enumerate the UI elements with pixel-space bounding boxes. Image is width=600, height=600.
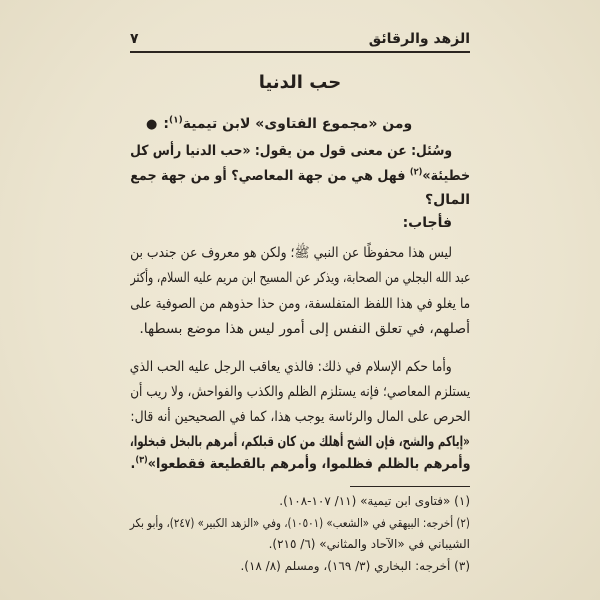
question-line	[130, 164, 470, 188]
answer-label-text: فأجاب:	[402, 215, 452, 231]
footnote	[130, 556, 470, 576]
question-text-after: فهل هي من جهة المعاصي؟ أو من جهة جمع	[130, 168, 410, 184]
footnote	[130, 534, 470, 554]
paragraph-line-text: ليس هذا محفوظًا عن النبي ﷺ؛ ولكن هو معروف عن جندب بن	[130, 245, 452, 261]
paragraph-line-text: يستلزم المعاصي؛ فإنه يستلزم الظلم والكذب والفواحش، ولا ريب أن	[130, 384, 470, 400]
answer-label	[130, 211, 470, 235]
hadith-line	[130, 452, 470, 476]
hadith-text: وأمرهم بالظلم فظلموا، وأمرهم بالقطيعة فقطعوا»	[147, 456, 470, 472]
paragraph-line	[130, 266, 470, 290]
header-rule	[130, 51, 470, 53]
source-text: ومن «مجموع الفتاوى» لابن تيمية	[182, 116, 413, 132]
section-title: حب الدنيا	[258, 72, 342, 93]
paragraph-line	[130, 241, 470, 265]
hadith-line-text: «إياكم والشح، فإن الشح أهلك من كان قبلكم، أمرهم بالبخل فبخلوا،	[130, 434, 470, 450]
footnote-marker: (٣)	[134, 455, 148, 466]
source-text-group	[163, 116, 412, 132]
page-number: ٧	[130, 31, 139, 47]
paragraph-line-text: عبد الله البجلي من الصحابة، ويذكر عن المسيح ابن مريم عليه السلام، وأكثر	[130, 270, 470, 286]
footnote-text: (٣) أخرجه: البخاري (٣/ ١٦٩)، ومسلم (٨/ ١٨).	[240, 559, 470, 573]
question-line-text: وسُئل: عن معنى قول من يقول: «حب الدنيا رأس كل	[130, 143, 452, 159]
footnote-text: (٢) أخرجه: البيهقي في «الشعب» (١٠٥٠١)، وفي «الزهد الكبير» (٢٤٧)، وأبو بكر	[130, 516, 470, 530]
paragraph-line	[130, 380, 470, 404]
paragraph-line-text: وأما حكم الإسلام في ذلك: فالذي يعاقب الرجل عليه الحب الذي	[130, 359, 452, 375]
hadith-end: .	[130, 456, 135, 472]
footnote	[130, 513, 470, 533]
paragraph-line	[130, 405, 470, 429]
footnote-text: (١) «فتاوى ابن تيمية» (١١/ ١٠٧-١٠٨).	[279, 494, 470, 508]
footnote-text: الشيباني في «الآحاد والمثاني» (٦/ ٢١٥).	[268, 537, 470, 551]
source-line	[146, 112, 412, 136]
footnote-marker: (٢)	[409, 167, 423, 178]
paragraph-line	[130, 317, 470, 341]
footnote	[130, 491, 470, 511]
paragraph-line-text: الحرص على المال والرئاسة يوجب هذا، كما في الصحيحين أنه قال:	[130, 409, 470, 425]
running-header	[130, 28, 470, 50]
paragraph-line	[130, 355, 470, 379]
question-line	[130, 188, 470, 212]
footnote-marker: (١)	[168, 115, 183, 126]
hadith-line	[130, 430, 470, 454]
book-title: الزهد والرقائق	[368, 31, 470, 47]
paragraph-line	[130, 292, 470, 316]
question-line	[130, 139, 470, 163]
footnote-rule	[350, 486, 470, 487]
question-line-text: المال؟	[425, 192, 470, 208]
hadith-line-text	[130, 452, 470, 476]
question-line-text	[130, 164, 470, 188]
bullet-icon: ●	[146, 116, 158, 132]
paragraph-line-text: أصلهم، في تعلق النفس إلى أمور ليس هذا موضع بسطها.	[139, 321, 470, 337]
paragraph-line-text: ما يغلو في هذا اللفظ المتفلسفة، ومن حذا حذوهم من الصوفية على	[130, 296, 470, 312]
source-colon: :	[163, 116, 169, 132]
question-text-before: خطيئة»	[422, 168, 470, 184]
